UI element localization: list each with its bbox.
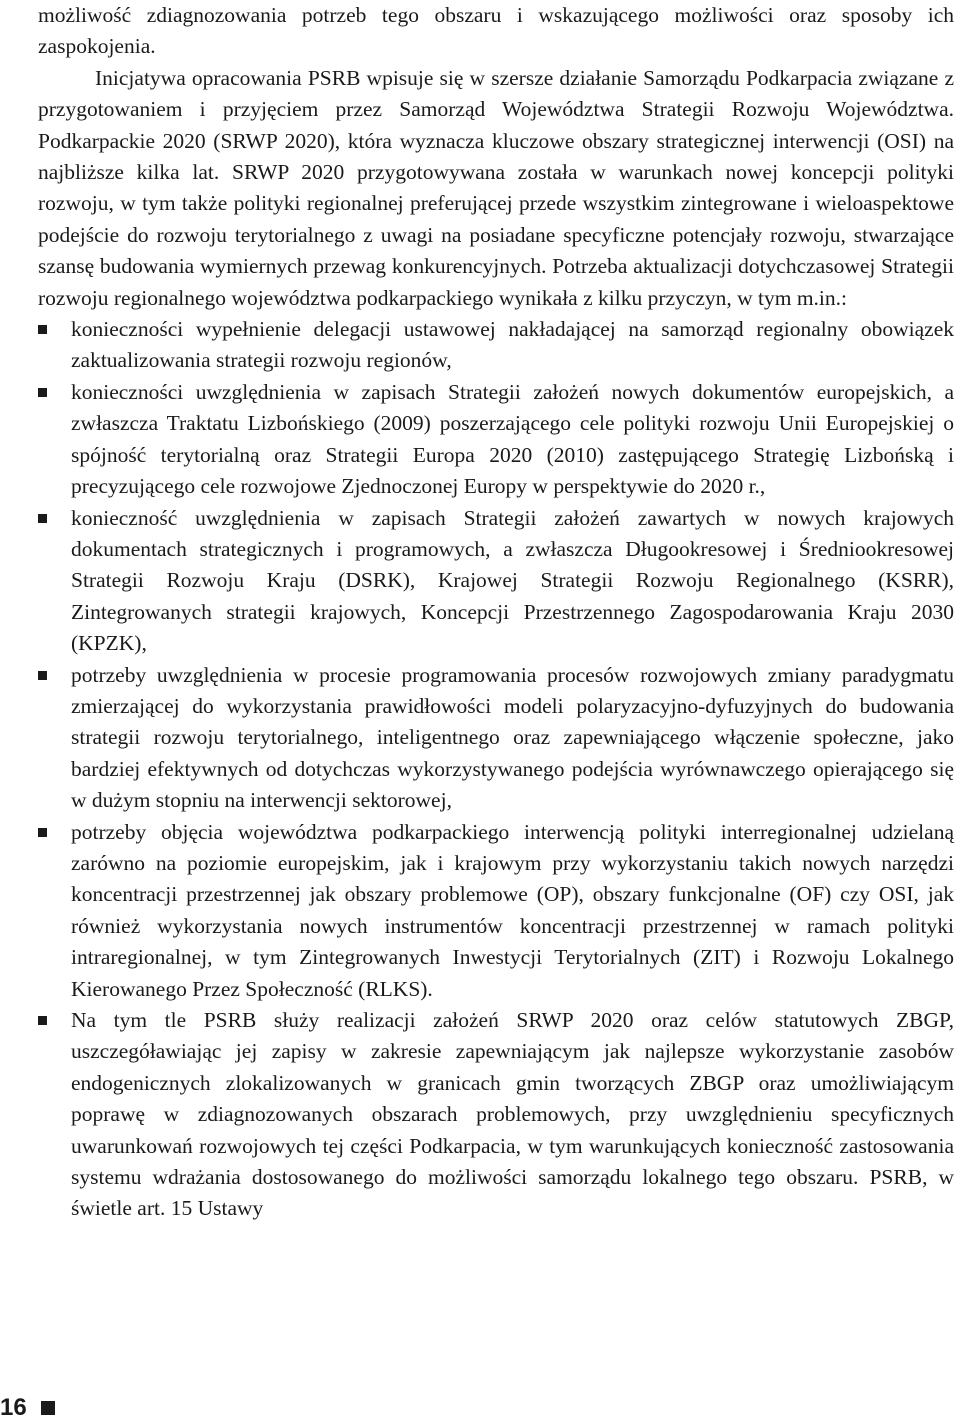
list-item-text: konieczność uwzględnienia w zapisach Strategii założeń zawartych w nowych krajowych dokumentach strategicznych i programowych, a zwłaszcza Długookresowej i Średniookresowej Strategii Rozwoju Kraju (DSRK), Krajowej Strategii Rozwoju Regionalnego (KSRR), Zintegrowanych strategii krajowych, Koncepcji Przestrzennego Zagospodarowania Kraju 2030 (KPZK),	[71, 505, 954, 656]
paragraph-body: Inicjatywa opracowania PSRB wpisuje się w szersze działanie Samorządu Podkarpacia związane z przygotowaniem i przyjęciem przez Samorząd Województwa Strategii Rozwoju Województwa. Podkarpackie 2020 (SRWP 2020), która wyznacza kluczowe obszary strategicznej interwencji (OSI) na najbliższe kilka lat. SRWP 2020 przygotowywana została w warunkach nowej koncepcji polityki rozwoju, w tym także polityki regionalnej preferującej przede wszystkim zintegrowane i wieloaspektowe podejście do rozwoju terytorialnego z uwagi na posiadane specyficzne potencjały rozwoju, stwarzające szansę budowania wymiernych przewag konkurencyjnych. Potrzeba aktualizacji dotychczasowej Strategii rozwoju regionalnego województwa podkarpackiego wynikała z kilku przyczyn, w tym m.in.:	[38, 65, 954, 310]
square-bullet-icon	[38, 388, 47, 397]
list-item-text: konieczności uwzględnienia w zapisach Strategii założeń nowych dokumentów europejskich, a zwłaszcza Traktatu Lizbońskiego (2009) poszerzającego cele polityki rozwoju Unii Europejskiej o spójność terytorialną oraz Strategii Europa 2020 (2010) zastępującego Strategię Lizbońską i precyzującego cele rozwojowe Zjednoczonej Europy w perspektywie do 2020 r.,	[71, 379, 954, 499]
page-footer	[0, 1396, 55, 1420]
square-bullet-icon	[38, 1016, 47, 1025]
list-item	[38, 1005, 954, 1225]
document-page	[38, 0, 954, 1225]
list-item-text: potrzeby uwzględnienia w procesie programowania procesów rozwojowych zmiany paradygmatu zmierzającej do wykorzystania prawidłowości modeli polaryzacyjno-dyfuzyjnych do budowania strategii rozwoju terytorialnego, inteligentnego oraz zapewniającego włączenie społeczne, jako bardziej efektywnych od dotychczas wykorzystywanego podejścia wyrównawczego opierającego się w dużym stopniu na interwencji sektorowej,	[71, 662, 954, 813]
list-item	[38, 377, 954, 503]
bullet-list	[38, 314, 954, 1225]
square-bullet-icon	[38, 828, 47, 837]
list-item-text: konieczności wypełnienie delegacji ustawowej nakładającej na samorząd regionalny obowiązek zaktualizowania strategii rozwoju regionów,	[71, 317, 954, 373]
square-bullet-icon	[38, 514, 47, 523]
list-item	[38, 817, 954, 1005]
square-bullet-icon	[38, 671, 47, 680]
list-item	[38, 314, 954, 377]
list-item	[38, 503, 954, 660]
square-marker-icon	[41, 1401, 55, 1415]
list-item-text: Na tym tle PSRB służy realizacji założeń SRWP 2020 oraz celów statutowych ZBGP, uszczegóławiając jej zapisy w zakresie zapewniającym jak najlepsze wykorzystanie zasobów endogenicznych zlokalizowanych w granicach gmin tworzących ZBGP oraz umożliwiającym poprawę w zdiagnozowanych obszarach problemowych, przy uwzględnieniu specyficznych uwarunkowań rozwojowych tej części Podkarpacia, w tym warunkujących konieczność zastosowania systemu wdrażania dostosowanego do możliwości samorządu lokalnego tego obszaru. PSRB, w świetle art. 15 Ustawy	[71, 1008, 954, 1221]
page-number: 16	[0, 1394, 27, 1421]
paragraph-continuation: możliwość zdiagnozowania potrzeb tego obszaru i wskazującego możliwości oraz sposoby ich zaspokojenia.	[38, 3, 954, 59]
list-item	[38, 660, 954, 817]
list-item-text: potrzeby objęcia województwa podkarpackiego interwencją polityki interregionalnej udzielaną zarówno na poziomie europejskim, jak i krajowym przy wykorzystaniu takich nowych narzędzi koncentracji przestrzennej jak obszary problemowe (OP), obszary funkcjonalne (OF) czy OSI, jak również wykorzystania nowych instrumentów koncentracji przestrzennej w ramach polityki intraregionalnej, w tym Zintegrowanych Inwestycji Terytorialnych (ZIT) i Rozwoju Lokalnego Kierowanego Przez Społeczność (RLKS).	[71, 819, 954, 1001]
square-bullet-icon	[38, 325, 47, 334]
